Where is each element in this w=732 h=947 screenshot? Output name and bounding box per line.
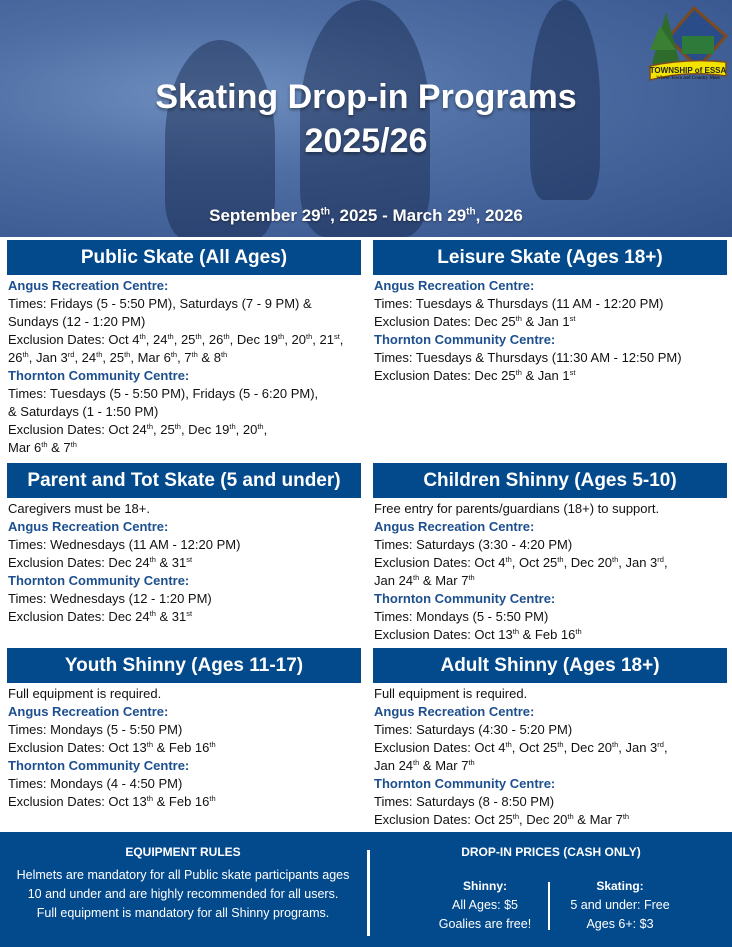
text-segment: September 29 bbox=[209, 206, 321, 225]
venue-heading bbox=[7, 277, 361, 295]
program-detail-line bbox=[373, 313, 727, 331]
text-segment: Times: Tuesdays (5 - 5:50 PM), Fridays (5 - 6:20 PM), bbox=[8, 386, 319, 401]
program-detail-line bbox=[373, 757, 727, 775]
ordinal-suffix: th bbox=[611, 740, 619, 749]
text-segment: Jan 24 bbox=[374, 758, 414, 773]
text-segment: Times: Mondays (5 - 5:50 PM) bbox=[8, 722, 183, 737]
text-segment: , Oct 25 bbox=[511, 555, 558, 570]
venue-heading bbox=[373, 775, 727, 793]
ordinal-suffix: th bbox=[575, 627, 582, 636]
venue-heading bbox=[7, 518, 361, 536]
price-line: Ages 6+: $3 bbox=[586, 917, 654, 931]
program-detail-line bbox=[7, 385, 361, 403]
ordinal-suffix: th bbox=[209, 794, 216, 803]
text-segment: Exclusion Dates: Oct 4 bbox=[8, 332, 140, 347]
text-segment: , bbox=[339, 332, 344, 347]
text-segment: Times: Tuesdays & Thursdays (11:30 AM - 12:50 PM) bbox=[374, 350, 682, 365]
program-youth-shinny bbox=[7, 648, 361, 811]
text-segment: & 7 bbox=[47, 440, 71, 455]
text-segment: , 24 bbox=[145, 332, 168, 347]
ordinal-suffix: th bbox=[257, 422, 264, 431]
program-title: Adult Shinny (Ages 18+) bbox=[373, 648, 727, 683]
text-segment: , 2026 bbox=[475, 206, 523, 225]
text-segment: , Dec 19 bbox=[180, 422, 230, 437]
price-line: Goalies are free! bbox=[438, 917, 532, 931]
text-segment: , Jan 3 bbox=[618, 740, 658, 755]
ordinal-suffix: th bbox=[512, 627, 519, 636]
equipment-line: Full equipment is mandatory for all Shinny programs. bbox=[36, 906, 330, 920]
text-segment: , 21 bbox=[312, 332, 334, 347]
program-detail-line bbox=[373, 721, 727, 739]
text-segment: Exclusion Dates: Oct 13 bbox=[374, 627, 513, 642]
text-segment: Times: Fridays (5 - 5:50 PM), Saturdays (7 - 9 PM) & bbox=[8, 296, 312, 311]
text-segment: Free entry for parents/guardians (18+) to support. bbox=[374, 501, 660, 516]
ordinal-suffix: th bbox=[146, 422, 153, 431]
text-segment: & 8 bbox=[197, 350, 221, 365]
ordinal-suffix: th bbox=[220, 350, 228, 359]
program-detail-line bbox=[7, 685, 361, 703]
text-segment: & Feb 16 bbox=[153, 794, 210, 809]
svg-text:TOWNSHIP of ESSA: TOWNSHIP of ESSA bbox=[649, 66, 727, 75]
venue-heading bbox=[373, 331, 727, 349]
text-segment: , Dec 19 bbox=[229, 332, 279, 347]
text-segment: Thornton Community Centre: bbox=[8, 758, 190, 773]
text-segment: Exclusion Dates: Oct 4 bbox=[374, 555, 506, 570]
text-segment: Times: Saturdays (8 - 8:50 PM) bbox=[374, 794, 555, 809]
program-detail-line bbox=[7, 775, 361, 793]
text-segment: Caregivers must be 18+. bbox=[8, 501, 150, 516]
ordinal-suffix: th bbox=[146, 794, 153, 803]
ordinal-suffix: th bbox=[149, 555, 156, 564]
divider bbox=[548, 882, 550, 930]
program-title: Youth Shinny (Ages 11-17) bbox=[7, 648, 361, 683]
ordinal-suffix: th bbox=[611, 555, 619, 564]
program-public-skate bbox=[7, 240, 361, 457]
skating-price-title: Skating: bbox=[596, 879, 644, 893]
text-segment: 26 bbox=[8, 350, 23, 365]
text-segment: Full equipment is required. bbox=[8, 686, 162, 701]
text-segment: Thornton Community Centre: bbox=[374, 776, 556, 791]
program-detail-line bbox=[373, 739, 727, 757]
text-segment: Exclusion Dates: Oct 4 bbox=[374, 740, 506, 755]
ordinal-suffix: th bbox=[167, 332, 174, 341]
text-segment: , Dec 20 bbox=[563, 740, 612, 755]
venue-heading bbox=[7, 757, 361, 775]
text-segment: Thornton Community Centre: bbox=[8, 573, 190, 588]
program-detail-line bbox=[7, 313, 361, 331]
program-detail-line bbox=[7, 331, 361, 349]
ordinal-suffix: th bbox=[413, 573, 420, 582]
program-title: Parent and Tot Skate (5 and under) bbox=[7, 463, 361, 498]
ordinal-suffix: th bbox=[468, 758, 475, 767]
program-detail-line bbox=[7, 590, 361, 608]
program-detail-line bbox=[7, 739, 361, 757]
ordinal-suffix: th bbox=[149, 609, 156, 618]
text-segment: , 2025 - March 29 bbox=[330, 206, 467, 225]
page-title: Skating Drop-in Programs bbox=[155, 78, 577, 116]
text-segment: Times: Mondays (4 - 4:50 PM) bbox=[8, 776, 183, 791]
venue-heading bbox=[373, 277, 727, 295]
township-logo-icon bbox=[646, 6, 728, 86]
ordinal-suffix: th bbox=[170, 350, 178, 359]
equipment-rules-title: EQUIPMENT RULES bbox=[125, 845, 241, 859]
skating-prices bbox=[555, 896, 685, 934]
ordinal-suffix: rd bbox=[67, 350, 75, 359]
text-segment: Angus Recreation Centre: bbox=[374, 704, 535, 719]
skater-figure bbox=[300, 0, 430, 237]
ordinal-suffix: rd bbox=[657, 555, 664, 564]
text-segment: Exclusion Dates: Dec 24 bbox=[8, 609, 150, 624]
ordinal-suffix: th bbox=[515, 368, 522, 377]
program-title: Children Shinny (Ages 5-10) bbox=[373, 463, 727, 498]
ordinal-suffix: th bbox=[505, 555, 512, 564]
price-line: All Ages: $5 bbox=[451, 898, 518, 912]
text-segment: Times: Saturdays (3:30 - 4:20 PM) bbox=[374, 537, 573, 552]
text-segment: & Feb 16 bbox=[519, 627, 576, 642]
program-detail-line bbox=[7, 608, 361, 626]
ordinal-suffix: th bbox=[139, 332, 146, 341]
text-segment: & Mar 7 bbox=[419, 758, 469, 773]
program-parent-tot-skate bbox=[7, 463, 361, 626]
program-detail-line bbox=[373, 349, 727, 367]
text-segment: Times: Mondays (5 - 5:50 PM) bbox=[374, 609, 549, 624]
page-subtitle-year: 2025/26 bbox=[304, 122, 428, 160]
text-segment: , 25 bbox=[102, 350, 125, 365]
text-segment: , 20 bbox=[235, 422, 258, 437]
text-segment: Mar 6 bbox=[8, 440, 42, 455]
ordinal-suffix: th bbox=[124, 350, 131, 359]
program-detail-line bbox=[7, 295, 361, 313]
text-segment: & Mar 7 bbox=[419, 573, 469, 588]
program-detail-line bbox=[373, 536, 727, 554]
text-segment: Times: Wednesdays (11 AM - 12:20 PM) bbox=[8, 537, 241, 552]
text-segment: Exclusion Dates: Oct 24 bbox=[8, 422, 147, 437]
venue-heading bbox=[373, 590, 727, 608]
ordinal-suffix: th bbox=[22, 350, 29, 359]
text-segment: Exclusion Dates: Oct 25 bbox=[374, 812, 513, 827]
ordinal-suffix: th bbox=[41, 440, 48, 449]
season-dates bbox=[0, 206, 732, 226]
text-segment: & Saturdays (1 - 1:50 PM) bbox=[8, 404, 159, 419]
program-title: Leisure Skate (Ages 18+) bbox=[373, 240, 727, 275]
text-segment: Angus Recreation Centre: bbox=[8, 278, 169, 293]
program-detail-line bbox=[7, 349, 361, 367]
text-segment: Full equipment is required. bbox=[374, 686, 528, 701]
program-detail-line bbox=[7, 554, 361, 572]
text-segment: Thornton Community Centre: bbox=[374, 332, 556, 347]
logo-tagline: Where Town and Country Meet bbox=[656, 76, 720, 81]
program-detail-line bbox=[7, 500, 361, 518]
text-segment: Exclusion Dates: Oct 13 bbox=[8, 794, 147, 809]
text-segment: Thornton Community Centre: bbox=[374, 591, 556, 606]
text-segment: Times: Saturdays (4:30 - 5:20 PM) bbox=[374, 722, 573, 737]
program-detail-line bbox=[373, 500, 727, 518]
text-segment: Exclusion Dates: Dec 25 bbox=[374, 314, 516, 329]
program-detail-line bbox=[373, 811, 727, 829]
text-segment: Thornton Community Centre: bbox=[8, 368, 190, 383]
program-detail-line bbox=[373, 572, 727, 590]
program-detail-line bbox=[373, 554, 727, 572]
program-detail-line bbox=[7, 439, 361, 457]
venue-heading bbox=[7, 703, 361, 721]
prices-title: DROP-IN PRICES (CASH ONLY) bbox=[461, 845, 641, 859]
ordinal-suffix: st bbox=[569, 368, 576, 377]
text-segment: , 20 bbox=[284, 332, 306, 347]
program-detail-line bbox=[373, 367, 727, 385]
program-detail-line bbox=[7, 421, 361, 439]
ordinal-suffix: st bbox=[569, 314, 576, 323]
text-segment: Exclusion Dates: Dec 24 bbox=[8, 555, 150, 570]
text-segment: , bbox=[663, 740, 668, 755]
ordinal-suffix: th bbox=[195, 332, 202, 341]
equipment-line: 10 and under and are highly recommended for all users. bbox=[27, 887, 339, 901]
ordinal-suffix: th bbox=[505, 740, 512, 749]
text-segment: Times: Tuesdays & Thursdays (11 AM - 12:20 PM) bbox=[374, 296, 664, 311]
text-segment: , Jan 3 bbox=[28, 350, 68, 365]
ordinal-suffix: th bbox=[306, 332, 313, 341]
text-segment: Angus Recreation Centre: bbox=[374, 278, 535, 293]
hero-banner bbox=[0, 0, 732, 237]
ordinal-suffix: th bbox=[512, 812, 519, 821]
text-segment: Angus Recreation Centre: bbox=[8, 704, 169, 719]
text-segment: , Mar 6 bbox=[130, 350, 171, 365]
text-segment: Times: Wednesdays (12 - 1:20 PM) bbox=[8, 591, 212, 606]
ordinal-suffix: rd bbox=[657, 740, 664, 749]
text-segment: & 31 bbox=[155, 609, 187, 624]
ordinal-suffix: th bbox=[223, 332, 230, 341]
ordinal-suffix: th bbox=[567, 812, 574, 821]
ordinal-suffix: th bbox=[468, 573, 475, 582]
text-segment: Exclusion Dates: Oct 13 bbox=[8, 740, 147, 755]
ordinal-suffix: th bbox=[191, 350, 198, 359]
equipment-rules-text bbox=[0, 866, 366, 923]
program-detail-line bbox=[373, 608, 727, 626]
program-detail-line bbox=[7, 403, 361, 421]
text-segment: , 24 bbox=[74, 350, 97, 365]
ordinal-suffix: th bbox=[96, 350, 103, 359]
program-detail-line bbox=[373, 626, 727, 644]
venue-heading bbox=[7, 367, 361, 385]
ordinal-suffix: th bbox=[278, 332, 285, 341]
program-leisure-skate bbox=[373, 240, 727, 385]
ordinal-suffix: th bbox=[146, 740, 153, 749]
text-segment: , Oct 25 bbox=[511, 740, 558, 755]
ordinal-suffix: th bbox=[413, 758, 420, 767]
ordinal-suffix: th bbox=[70, 440, 77, 449]
program-detail-line bbox=[373, 793, 727, 811]
text-segment: , 25 bbox=[153, 422, 175, 437]
ordinal-suffix: th bbox=[557, 555, 564, 564]
text-segment: , Dec 20 bbox=[519, 812, 568, 827]
ordinal-suffix: th bbox=[174, 422, 181, 431]
text-segment: , 7 bbox=[177, 350, 192, 365]
ordinal-suffix: th bbox=[320, 206, 331, 218]
program-detail-line bbox=[7, 721, 361, 739]
program-children-shinny bbox=[373, 463, 727, 644]
ordinal-suffix: th bbox=[466, 206, 476, 218]
shinny-prices bbox=[420, 896, 550, 934]
venue-heading bbox=[373, 703, 727, 721]
text-segment: Jan 24 bbox=[374, 573, 414, 588]
program-detail-line bbox=[7, 536, 361, 554]
text-segment: , Jan 3 bbox=[618, 555, 658, 570]
text-segment: , 26 bbox=[201, 332, 224, 347]
divider bbox=[367, 850, 370, 936]
program-detail-line bbox=[373, 295, 727, 313]
venue-heading bbox=[7, 572, 361, 590]
ordinal-suffix: st bbox=[186, 555, 193, 564]
ordinal-suffix: th bbox=[557, 740, 564, 749]
ordinal-suffix: th bbox=[622, 812, 630, 821]
ordinal-suffix: st bbox=[333, 332, 340, 341]
shinny-price-title: Shinny: bbox=[463, 879, 507, 893]
text-segment: & 31 bbox=[155, 555, 187, 570]
equipment-line: Helmets are mandatory for all Public skate participants ages bbox=[16, 868, 350, 882]
text-segment: , Dec 20 bbox=[563, 555, 612, 570]
program-title: Public Skate (All Ages) bbox=[7, 240, 361, 275]
text-segment: , bbox=[663, 555, 668, 570]
ordinal-suffix: st bbox=[186, 609, 193, 618]
price-line: 5 and under: Free bbox=[570, 898, 670, 912]
text-segment: , bbox=[263, 422, 268, 437]
footer bbox=[0, 832, 732, 947]
text-segment: Angus Recreation Centre: bbox=[8, 519, 169, 534]
ordinal-suffix: th bbox=[209, 740, 216, 749]
text-segment: & Feb 16 bbox=[153, 740, 210, 755]
text-segment: Angus Recreation Centre: bbox=[374, 519, 535, 534]
text-segment: Exclusion Dates: Dec 25 bbox=[374, 368, 516, 383]
ordinal-suffix: th bbox=[515, 314, 522, 323]
program-detail-line bbox=[7, 793, 361, 811]
text-segment: & Jan 1 bbox=[521, 368, 570, 383]
ordinal-suffix: th bbox=[229, 422, 236, 431]
program-detail-line bbox=[373, 685, 727, 703]
text-segment: , 25 bbox=[173, 332, 196, 347]
text-segment: & Mar 7 bbox=[573, 812, 623, 827]
text-segment: Sundays (12 - 1:20 PM) bbox=[8, 314, 146, 329]
text-segment: & Jan 1 bbox=[521, 314, 570, 329]
program-adult-shinny bbox=[373, 648, 727, 829]
venue-heading bbox=[373, 518, 727, 536]
